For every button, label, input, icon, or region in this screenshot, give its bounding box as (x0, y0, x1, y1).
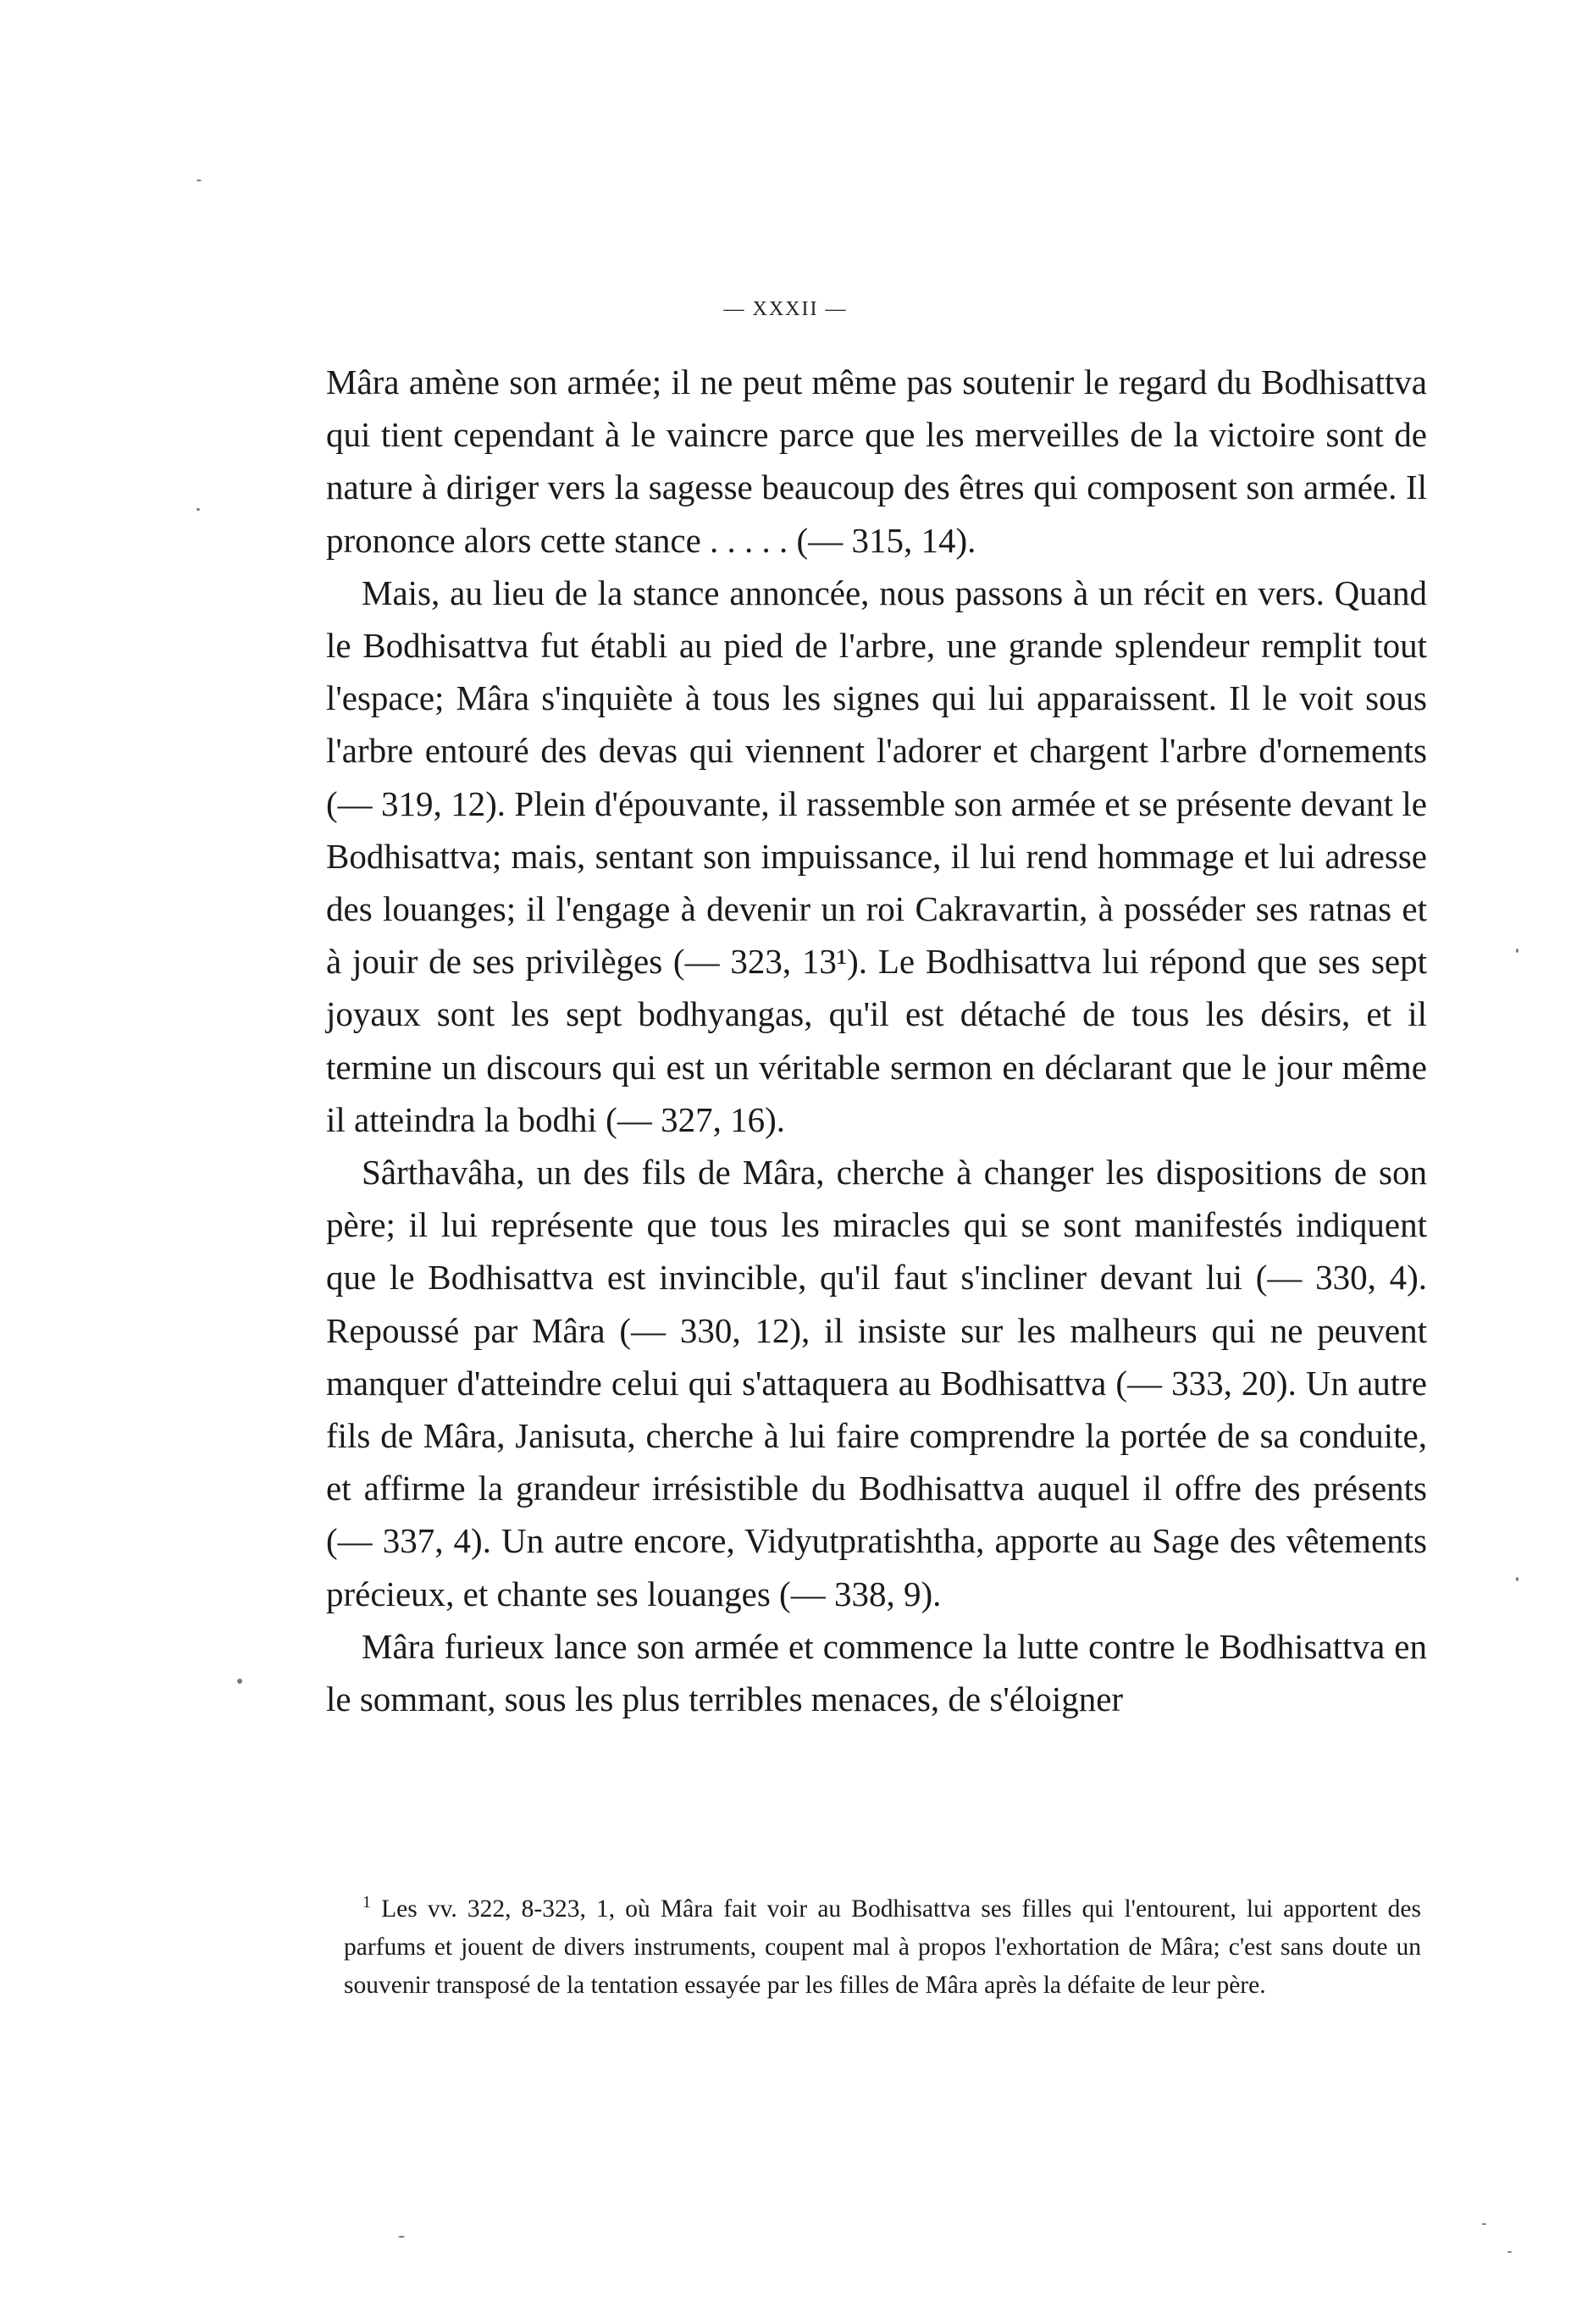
footnotes (344, 1890, 1421, 2005)
print-speck (398, 2236, 405, 2238)
paragraph-1: Mâra amène son armée; il ne peut même pas soutenir le regard du Bodhisattva qui tient cependant à le vaincre parce que les merveilles de la victoire sont de nature à diriger vers la sagesse beaucoup des êtres qui composent son armée. Il prononce alors cette stance . . . . . (— 315, 14). (326, 362, 1427, 560)
paragraph-4: Mâra furieux lance son armée et commence la lutte contre le Bodhisattva en le sommant, sous les plus terribles menaces, de s'éloigner (326, 1626, 1427, 1719)
print-speck (237, 1679, 242, 1684)
main-text (326, 356, 1427, 1725)
print-speck (1482, 2223, 1486, 2225)
paragraph-2: Mais, au lieu de la stance annoncée, nous passons à un récit en vers. Quand le Bodhisattva fut établi au pied de l'arbre, une grande splendeur remplit tout l'espace; Mâra s'inquiète à tous les signes qui lui apparaissent. Il le voit sous l'arbre entouré des devas qui viennent l'adorer et chargent l'arbre d'ornements (— 319, 12). Plein d'épouvante, il rassemble son armée et se présente devant le Bodhisattva; mais, sentant son impuissance, il lui rend hommage et lui adresse des louanges; il l'engage à devenir un roi Cakravartin, à posséder ses ratnas et à jouir de ses privilèges (— 323, 13¹). Le Bodhisattva lui répond que ses sept joyaux sont les sept bodhyangas, qu'il est détaché de tous les désirs, et il termine un discours qui est un véritable sermon en déclarant que le jour même il atteindra la bodhi (— 327, 16). (326, 573, 1427, 1139)
print-speck (196, 508, 200, 511)
print-speck (1516, 949, 1518, 953)
footnote-marker: 1 (362, 1893, 371, 1912)
footnote-text: Les vv. 322, 8-323, 1, où Mâra fait voir au Bodhisattva ses filles qui l'entourent, lui apportent des parfums et jouent de divers instruments, coupent mal à propos l'exhortation de Mâra; c'est sans doute un souvenir transposé de la tentation essayée par les filles de Mâra après la défaite de leur père. (344, 1895, 1421, 1999)
print-speck (1516, 1577, 1518, 1581)
print-speck (1507, 2251, 1512, 2253)
footnote-1 (344, 1890, 1421, 2005)
paragraph-3: Sârthavâha, un des fils de Mâra, cherche à changer les dispositions de son père; il lui représente que tous les miracles qui se sont manifestés indiquent que le Bodhisattva est invincible, qu'il faut s'incliner devant lui (— 330, 4). Repoussé par Mâra (— 330, 12), il insiste sur les malheurs qui ne peuvent manquer d'atteindre celui qui s'attaquera au Bodhisattva (— 333, 20). Un autre fils de Mâra, Janisuta, cherche à lui faire comprendre la portée de sa conduite, et affirme la grandeur irrésistible du Bodhisattva auquel il offre des présents (— 337, 4). Un autre encore, Vidyutpratishtha, apporte au Sage des vêtements précieux, et chante ses louanges (— 338, 9). (326, 1153, 1427, 1613)
print-speck (196, 180, 202, 181)
running-head: — XXXII — (723, 298, 848, 320)
